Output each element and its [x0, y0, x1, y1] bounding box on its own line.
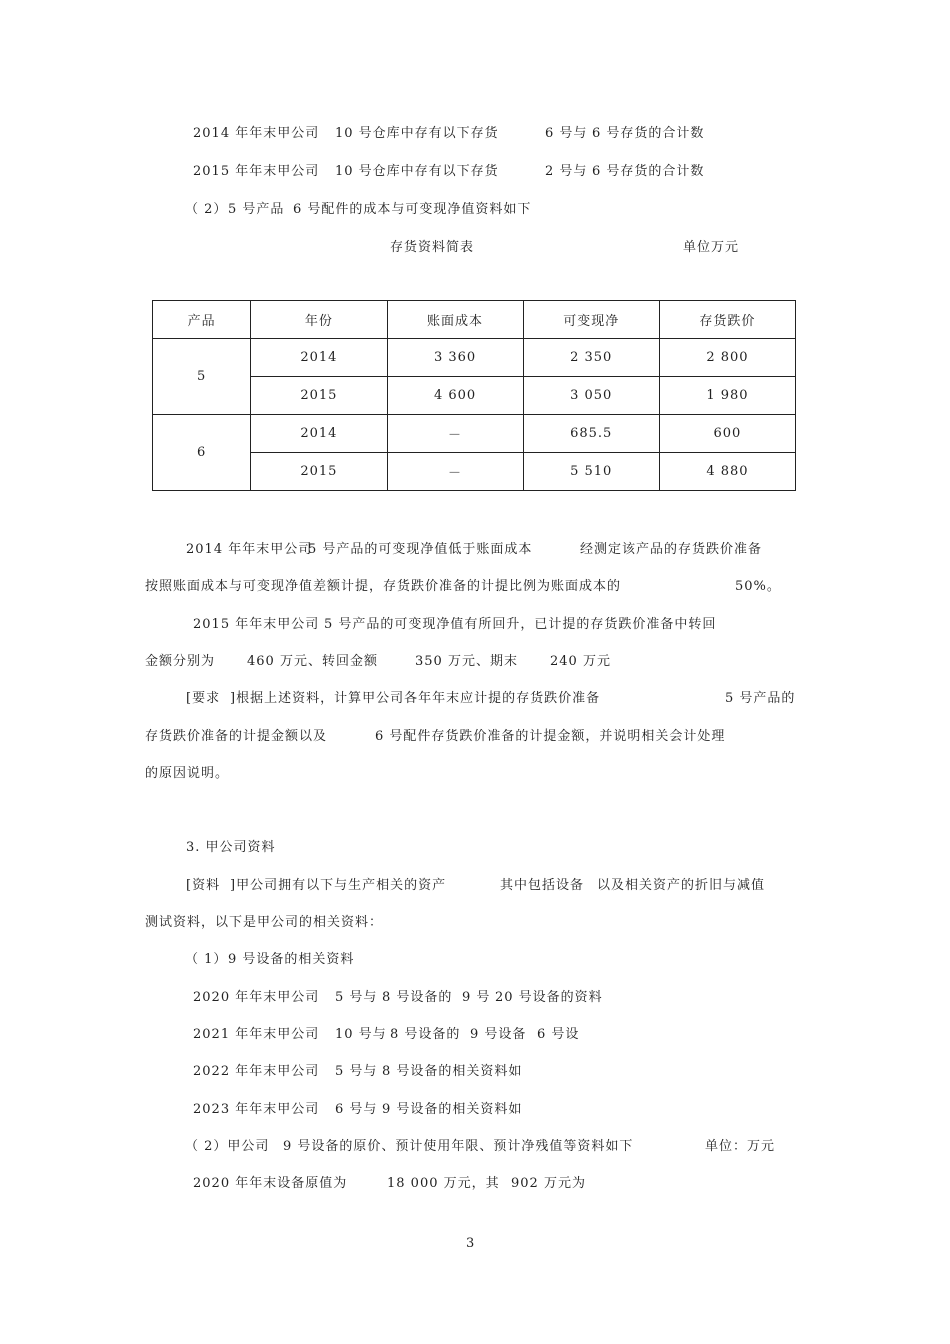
text-segment: 2021 年年末甲公司 [193, 1027, 320, 1042]
text-segment: 测试资料，以下是甲公司的相关资料： [145, 915, 384, 930]
table-cell: 2 350 [523, 339, 659, 377]
text-segment: 2020 年年末甲公司 [193, 990, 320, 1005]
table-cell: 2014 [251, 339, 387, 377]
text-segment: 6 号配件存货跌价准备的计提金额，并说明相关会计处理 [375, 729, 726, 744]
text-segment: 按照账面成本与可变现净值差额计提，存货跌价准备的计提比例为账面成本的 [145, 579, 622, 594]
table-header-cell: 存货跌价 [659, 301, 795, 339]
text-segment: 9 号设备的原价、预计使用年限、预计净残值等资料如下 [283, 1139, 634, 1154]
table-row [153, 415, 796, 453]
text-segment: 20 号设备的资料 [495, 990, 603, 1005]
text-segment: 9 号 [462, 990, 491, 1005]
text-segment: 6 号设 [537, 1027, 580, 1042]
text-segment: 460 万元、转回金额 [247, 654, 378, 669]
text-segment: 6 号配件的成本与可变现净值资料如下 [293, 202, 532, 217]
text-segment: 5 号产品的可变现净值低于账面成本 [308, 542, 533, 557]
text-segment: 2020 年年末设备原值为 [193, 1176, 348, 1191]
table-cell: 685.5 [523, 415, 659, 453]
text-segment: 存货资料简表 [390, 240, 475, 255]
text-segment: 8 号设备的相关资料如 [382, 1064, 523, 1079]
text-segment: 350 万元、期末 [415, 654, 518, 669]
table-cell: 5 510 [523, 453, 659, 491]
text-segment: 经测定该产品的存货跌价准备 [580, 542, 763, 557]
text-segment: 240 万元 [550, 654, 611, 669]
text-segment: 2 号与 [545, 164, 588, 179]
text-segment: 6 号与 [335, 1102, 378, 1117]
text-segment: （ 1） [185, 952, 228, 967]
table-cell: 4 880 [659, 453, 795, 491]
table-cell: － [387, 453, 523, 491]
text-segment: 9 号设备的相关资料如 [382, 1102, 523, 1117]
text-segment: 8 号设备的 [390, 1027, 461, 1042]
text-segment: 2015 年年末甲公司 [193, 617, 320, 632]
text-segment: 5 号与 [335, 1064, 378, 1079]
table-cell: 2015 [251, 377, 387, 415]
text-segment: 以及相关资产的折旧与减值 [597, 878, 766, 893]
text-segment: 3. 甲公司资料 [186, 840, 276, 855]
table-header-cell: 年份 [251, 301, 387, 339]
text-segment: 5 号产品 [228, 202, 285, 217]
text-segment: 单位：万元 [705, 1139, 776, 1154]
table-cell: 3 360 [387, 339, 523, 377]
table-header-cell: 可变现净 [523, 301, 659, 339]
text-segment: 5 号与 [335, 990, 378, 1005]
table-cell: 4 600 [387, 377, 523, 415]
table-cell: 2014 [251, 415, 387, 453]
text-segment: 的原因说明。 [145, 766, 230, 781]
text-segment: ]根据上述资料，计算甲公司各年年末应计提的存货跌价准备 [230, 691, 601, 706]
text-segment: 5 号产品的可变现净值有所回升，已计提的存货跌价准备中转回 [324, 617, 717, 632]
text-segment: 2022 年年末甲公司 [193, 1064, 320, 1079]
table-header-cell: 产品 [153, 301, 251, 339]
text-segment: （ 2） [185, 202, 228, 217]
text-segment: 2015 年年末甲公司 [193, 164, 320, 179]
text-segment: 2014 年年末甲公司 [186, 542, 313, 557]
text-segment: 10 号仓库中存有以下存货 [335, 126, 499, 141]
text-segment: 其中包括设备 [500, 878, 585, 893]
text-segment: [资料 [186, 878, 221, 893]
text-segment: 2014 年年末甲公司 [193, 126, 320, 141]
text-segment: [要求 [186, 691, 221, 706]
table-cell: 600 [659, 415, 795, 453]
text-segment: 6 号存货的合计数 [592, 126, 705, 141]
text-segment: 单位万元 [683, 240, 740, 255]
text-segment: 6 号存货的合计数 [592, 164, 705, 179]
text-segment: 50%。 [735, 579, 781, 594]
table-header-cell: 账面成本 [387, 301, 523, 339]
text-segment: 金额分别为 [145, 654, 216, 669]
text-segment: 2023 年年末甲公司 [193, 1102, 320, 1117]
text-segment: 10 号与 [335, 1027, 387, 1042]
text-segment: 902 万元为 [511, 1176, 586, 1191]
text-segment: 18 000 万元，其 [387, 1176, 500, 1191]
table-cell: 2015 [251, 453, 387, 491]
text-segment: 8 号设备的 [382, 990, 453, 1005]
page-number: 3 [466, 1236, 475, 1251]
table-cell: 1 980 [659, 377, 795, 415]
table-row [153, 339, 796, 377]
text-segment: （ 2）甲公司 [185, 1139, 270, 1154]
table-cell: 3 050 [523, 377, 659, 415]
text-segment: 存货跌价准备的计提金额以及 [145, 729, 328, 744]
product-cell: 5 [153, 339, 251, 415]
text-segment: 9 号设备 [470, 1027, 527, 1042]
inventory-table [152, 300, 796, 491]
text-segment: 6 号与 [545, 126, 588, 141]
text-segment: ]甲公司拥有以下与生产相关的资产 [230, 878, 447, 893]
text-segment: 9 号设备的相关资料 [228, 952, 355, 967]
table-cell: － [387, 415, 523, 453]
text-segment: 10 号仓库中存有以下存货 [335, 164, 499, 179]
table-cell: 2 800 [659, 339, 795, 377]
table-header-row [153, 301, 796, 339]
text-segment: 5 号产品的 [725, 691, 796, 706]
product-cell: 6 [153, 415, 251, 491]
